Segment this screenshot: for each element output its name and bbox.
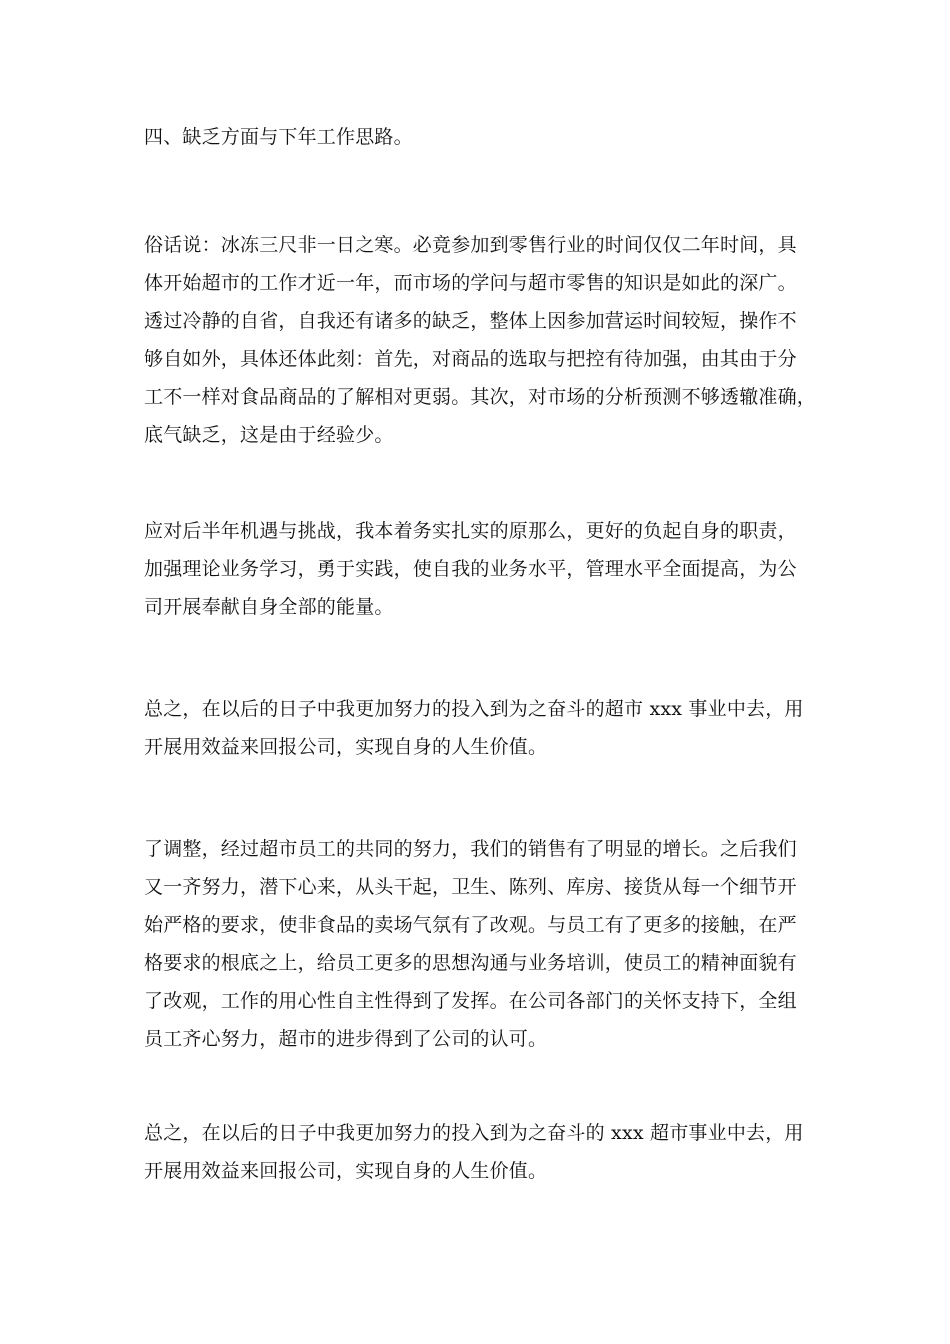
text-line: 司开展奉献自身全部的能量。 [144,596,394,618]
text-line: 始严格的要求，使非食品的卖场气氛有了改观。与员工有了更多的接触，在严 [144,914,797,936]
text-line: 了调整，经过超市员工的共同的努力，我们的销售有了明显的增长。之后我们 [144,838,797,860]
paragraph-shortcomings [144,226,817,454]
text-line: 体开始超市的工作才近一年，而市场的学问与超市零售的知识是如此的深广。 [144,272,797,294]
paragraph-plan [144,512,808,626]
text-line: 开展用效益来回报公司，实现自身的人生价值。 [144,1160,548,1182]
text-line: 格要求的根底之上，给员工更多的思想沟通与业务培训，使员工的精神面貌有 [144,952,797,974]
paragraph-conclusion-1 [144,690,808,766]
text-line: 透过冷静的自省，自我还有诸多的缺乏，整体上因参加营运时间较短，操作不 [144,310,797,332]
section-heading [144,118,808,156]
text-line: 应对后半年机遇与挑战，我本着务实扎实的原那么，更好的负起自身的职责， [144,520,797,542]
text-line: 开展用效益来回报公司，实现自身的人生价值。 [144,736,548,758]
text-line: 底气缺乏，这是由于经验少。 [144,424,394,446]
text-line: 俗话说：冰冻三尺非一日之寒。必竟参加到零售行业的时间仅仅二年时间，具 [144,234,797,256]
paragraph-adjustment [144,830,808,1058]
text-line: 总之，在以后的日子中我更加努力的投入到为之奋斗的超市 xxx 事业中去，用 [144,698,804,720]
text-line: 工不一样对食品商品的了解相对更弱。其次，对市场的分析预测不够透辙准确， [144,386,817,408]
text-line: 够自如外，具体还体此刻：首先，对商品的选取与把控有待加强，由其由于分 [144,348,797,370]
text-line: 总之，在以后的日子中我更加努力的投入到为之奋斗的 xxx 超市事业中去，用 [144,1122,804,1144]
text-line: 了改观，工作的用心性自主性得到了发挥。在公司各部门的关怀支持下，全组 [144,990,797,1012]
text-line: 又一齐努力，潜下心来，从头干起，卫生、陈列、库房、接货从每一个细节开 [144,876,797,898]
paragraph-conclusion-2 [144,1114,808,1190]
text-line: 四、缺乏方面与下年工作思路。 [144,126,413,148]
text-line: 加强理论业务学习，勇于实践，使自我的业务水平，管理水平全面提高，为公 [144,558,797,580]
text-line: 员工齐心努力，超市的进步得到了公司的认可。 [144,1028,548,1050]
